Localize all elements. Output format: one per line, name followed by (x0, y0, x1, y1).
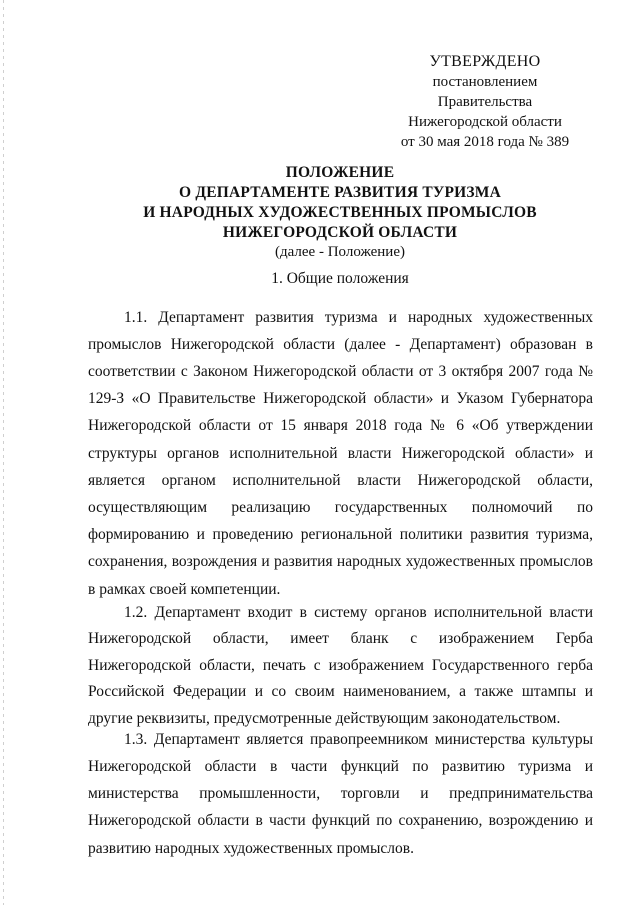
title-line-1: ПОЛОЖЕНИЕ (285, 164, 395, 181)
title-line-2: О ДЕПАРТАМЕНТЕ РАЗВИТИЯ ТУРИЗМА (179, 184, 501, 201)
approval-line-1: постановлением Правительства (432, 74, 538, 110)
approval-heading: УТВЕРЖДЕНО (429, 53, 541, 70)
title-note: (далее - Положение) (275, 244, 405, 260)
approval-stamp (385, 52, 585, 152)
paragraph-1-1: 1.1. Департамент развития туризма и народных художественных промыслов Нижегородской области (далее - Департамент) образован в соответствии с Законом Нижегородской области от 3 октября 2007 года № 129-З «О Правительстве Нижегородской области» и Указом Губернатора Нижегородской области от 15 января 2018 года № 6 «Об утверждении структуры органов исполнительной власти Нижегородской области» и является органом исполнительной власти Нижегородской области, осуществляющим реализацию государственных полномочий по формированию и проведению региональной политики развития туризма, сохранения, возрождения и развития народных художественных промыслов в рамках своей компетенции. (88, 308, 593, 598)
document-title (90, 163, 590, 262)
title-line-4: НИЖЕГОРОДСКОЙ ОБЛАСТИ (222, 224, 458, 241)
approval-line-3: от 30 мая 2018 года № 389 (400, 134, 570, 150)
paragraph-1-3: 1.3. Департамент является правопреемником министерства культуры Нижегородской области в части функций по развитию туризма и министерства промышленности, торговли и предпринимательства Нижегородской области в части функций по сохранению, возрождению и развитию народных художественных промыслов. (88, 730, 593, 857)
paragraph-1-2: 1.2. Департамент входит в систему органов исполнительной власти Нижегородской области, имеет бланк с изображением Герба Нижегородской области, печать с изображением Государственного герба Российской Федерации и со своим наименованием, а также штампы и другие реквизиты, предусмотренные действующим законодательством. (88, 603, 593, 727)
approval-line-2: Нижегородской области (408, 114, 562, 130)
title-line-3: И НАРОДНЫХ ХУДОЖЕСТВЕННЫХ ПРОМЫСЛОВ (143, 204, 537, 221)
scan-edge-line (3, 0, 4, 905)
section-heading: 1. Общие положения (271, 270, 409, 287)
